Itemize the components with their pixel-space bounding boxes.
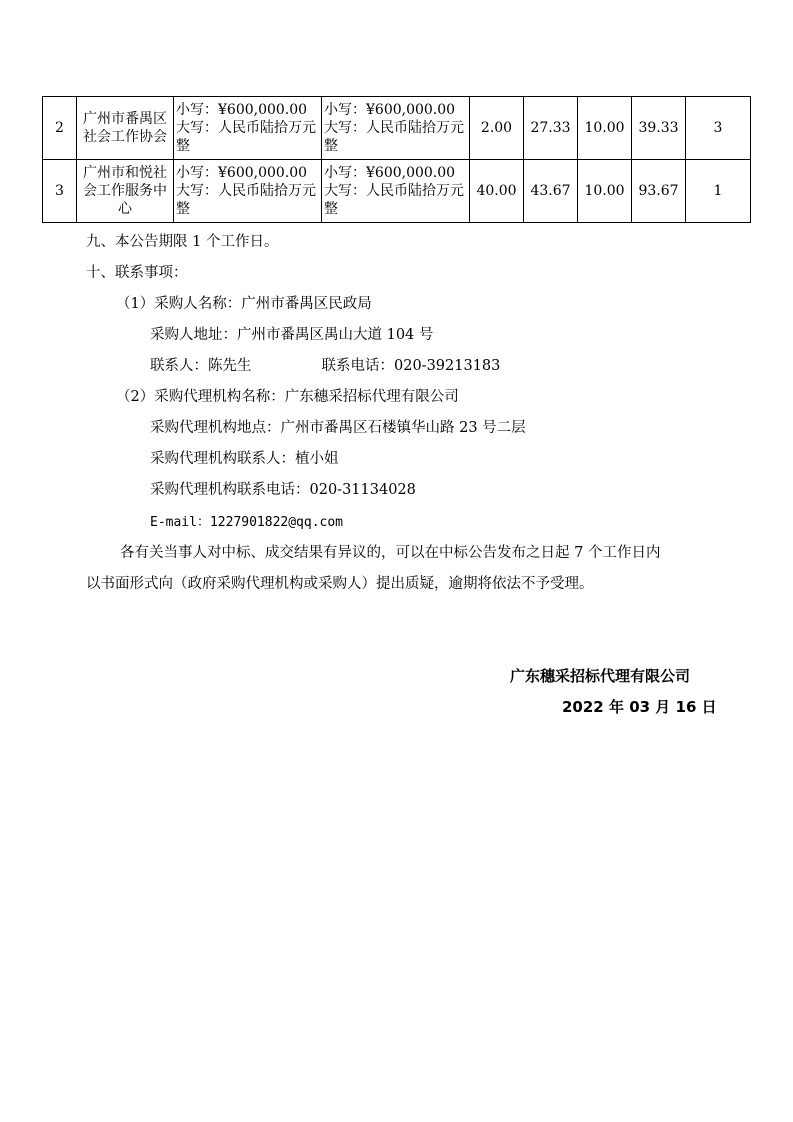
purchaser-address: 采购人地址：广州市番禺区禺山大道 104 号 xyxy=(150,327,434,343)
rank: 3 xyxy=(686,97,751,160)
row-index: 3 xyxy=(43,160,77,223)
score-2: 27.33 xyxy=(524,97,578,160)
score-1: 2.00 xyxy=(470,97,524,160)
agency-email: E-mail：1227901822@qq.com xyxy=(150,515,344,530)
signature-company: 广东穗采招标代理有限公司 xyxy=(510,667,691,685)
agency-phone: 采购代理机构联系电话：020-31134028 xyxy=(150,482,416,498)
bid-amount-small: 小写：¥600,000.00 xyxy=(176,102,308,118)
award-amount-cell xyxy=(322,160,470,223)
bid-amount-big: 大写：人民币陆拾万元整 xyxy=(176,183,316,217)
objection-notice-line-1: 各有关当事人对中标、成交结果有异议的，可以在中标公告发布之日起 7 个工作日内 xyxy=(120,545,661,561)
section-9-term: 九、本公告期限 1 个工作日。 xyxy=(86,234,279,250)
objection-notice-line-2: 以书面形式向（政府采购代理机构或采购人）提出质疑，逾期将依法不予受理。 xyxy=(86,576,594,592)
row-index: 2 xyxy=(43,97,77,160)
section-10-heading: 十、联系事项： xyxy=(86,265,188,281)
score-total: 93.67 xyxy=(632,160,686,223)
score-3: 10.00 xyxy=(578,97,632,160)
supplier-name: 广州市和悦社会工作服务中心 xyxy=(77,160,174,223)
score-1: 40.00 xyxy=(470,160,524,223)
bid-amount-cell xyxy=(174,160,322,223)
table-row xyxy=(43,160,751,223)
score-total: 39.33 xyxy=(632,97,686,160)
award-amount-small: 小写：¥600,000.00 xyxy=(324,165,456,181)
rank: 1 xyxy=(686,160,751,223)
score-3: 10.00 xyxy=(578,160,632,223)
purchaser-phone: 联系电话：020-39213183 xyxy=(321,358,501,374)
supplier-name: 广州市番禺区社会工作协会 xyxy=(77,97,174,160)
bid-amount-small: 小写：¥600,000.00 xyxy=(176,165,308,181)
award-amount-small: 小写：¥600,000.00 xyxy=(324,102,456,118)
award-amount-cell xyxy=(322,97,470,160)
bid-amount-cell xyxy=(174,97,322,160)
agency-contact: 采购代理机构联系人：植小姐 xyxy=(150,451,339,467)
bid-amount-big: 大写：人民币陆拾万元整 xyxy=(176,120,316,154)
agency-name: （2）采购代理机构名称：广东穗采招标代理有限公司 xyxy=(116,389,459,405)
table-row xyxy=(43,97,751,160)
purchaser-contact: 联系人：陈先生 xyxy=(150,358,252,374)
agency-address: 采购代理机构地点：广州市番禺区石楼镇华山路 23 号二层 xyxy=(150,420,526,436)
purchaser-contact-line xyxy=(150,354,500,375)
award-amount-big: 大写：人民币陆拾万元整 xyxy=(324,120,464,154)
score-2: 43.67 xyxy=(524,160,578,223)
purchaser-name: （1）采购人名称：广州市番禺区民政局 xyxy=(116,296,372,312)
results-table xyxy=(42,96,751,223)
award-amount-big: 大写：人民币陆拾万元整 xyxy=(324,183,464,217)
signature-date: 2022 年 03 月 16 日 xyxy=(562,698,717,716)
